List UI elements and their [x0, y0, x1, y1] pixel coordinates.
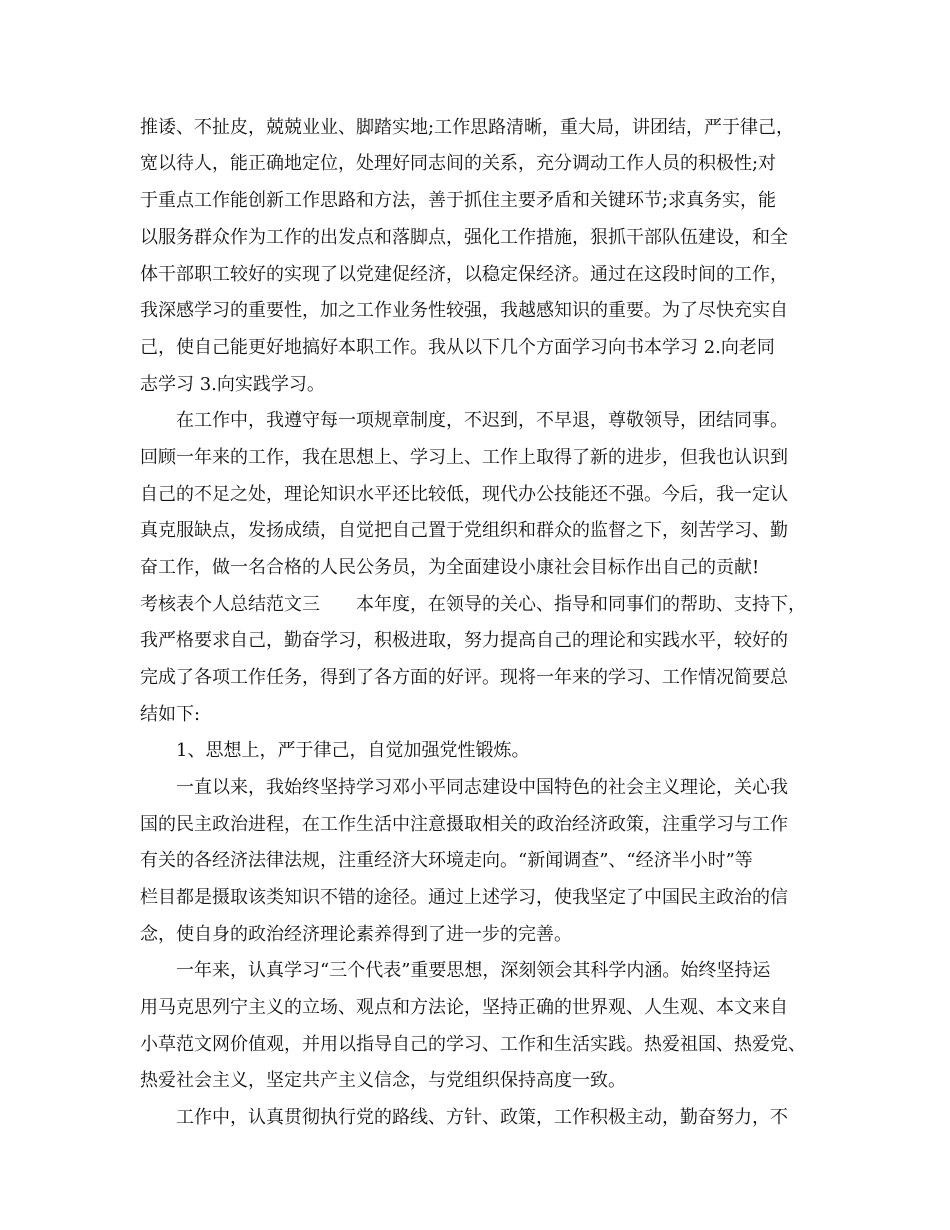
text-line: 栏目都是摄取该类知识不错的途径。通过上述学习，使我坚定了中国民主政治的信 — [140, 887, 788, 908]
numbered-subheading: 1、思想上，严于律己，自觉加强党性锻炼。 — [176, 740, 530, 761]
text-line: 志学习 3.向实践学习。 — [140, 374, 325, 395]
text-line: 推诿、不扯皮，兢兢业业、脚踏实地;工作思路清晰，重大局，讲团结，严于律己， — [140, 117, 795, 138]
text-line: 己，使自己能更好地搞好本职工作。我从以下几个方面学习向书本学习 2.向老同 — [140, 337, 775, 358]
text-line: 结如下: — [140, 704, 201, 725]
paragraph-first-line: 在工作中，我遵守每一项规章制度，不迟到，不早退，尊敬领导，团结同事。 — [176, 410, 788, 431]
text-line: 用马克思列宁主义的立场、观点和方法论，坚持正确的世界观、人生观、本文来自 — [140, 997, 788, 1018]
text-line: 小草范文网价值观，并用以指导自己的学习、工作和生活实践。热爱祖国、热爱党、 — [140, 1034, 806, 1055]
text-line: 以服务群众作为工作的出发点和落脚点，强化工作措施，狠抓干部队伍建设，和全 — [140, 227, 788, 248]
text-line: 念，使自身的政治经济理论素养得到了进一步的完善。 — [140, 924, 572, 945]
paragraph-first-line: 一年来，认真学习“三个代表”重要思想，深刻领会其科学内涵。始终坚持运 — [176, 960, 771, 981]
paragraph-first-line: 一直以来，我始终坚持学习邓小平同志建设中国特色的社会主义理论，关心我 — [176, 777, 788, 798]
text-line: 热爱社会主义，坚定共产主义信念，与党组织保持高度一致。 — [140, 1070, 626, 1091]
text-line: 国的民主政治进程，在工作生活中注意摄取相关的政治经济政策，注重学习与工作 — [140, 814, 788, 835]
text-line: 我深感学习的重要性，加之工作业务性较强，我越感知识的重要。为了尽快充实自 — [140, 300, 788, 321]
text-line: 奋工作，做一名合格的人民公务员，为全面建设小康社会目标作出自己的贡献! — [140, 557, 760, 578]
text-line: 体干部职工较好的实现了以党建促经济，以稳定保经济。通过在这段时间的工作， — [140, 264, 788, 285]
text-line: 自己的不足之处，理论知识水平还比较低，现代办公技能还不强。今后，我一定认 — [140, 484, 788, 505]
text-line: 回顾一年来的工作，我在思想上、学习上、工作上取得了新的进步，但我也认识到 — [140, 447, 788, 468]
section-heading-line: 考核表个人总结范文三 本年度，在领导的关心、指导和同事们的帮助、支持下， — [140, 594, 806, 615]
text-line: 我严格要求自己，勤奋学习，积极进取，努力提高自己的理论和实践水平，较好的 — [140, 630, 788, 651]
text-line: 于重点工作能创新工作思路和方法，善于抓住主要矛盾和关键环节;求真务实，能 — [140, 190, 777, 211]
text-line: 有关的各经济法律法规，注重经济大环境走向。“新闻调查”、“经济半小时”等 — [140, 850, 753, 871]
text-line: 真克服缺点，发扬成绩，自觉把自己置于党组织和群众的监督之下，刻苦学习、勤 — [140, 520, 788, 541]
paragraph-first-line: 工作中，认真贯彻执行党的路线、方针、政策，工作积极主动，勤奋努力，不 — [176, 1107, 788, 1128]
text-line: 宽以待人，能正确地定位，处理好同志间的关系，充分调动工作人员的积极性;对 — [140, 153, 777, 174]
text-line: 完成了各项工作任务，得到了各方面的好评。现将一年来的学习、工作情况简要总 — [140, 667, 788, 688]
